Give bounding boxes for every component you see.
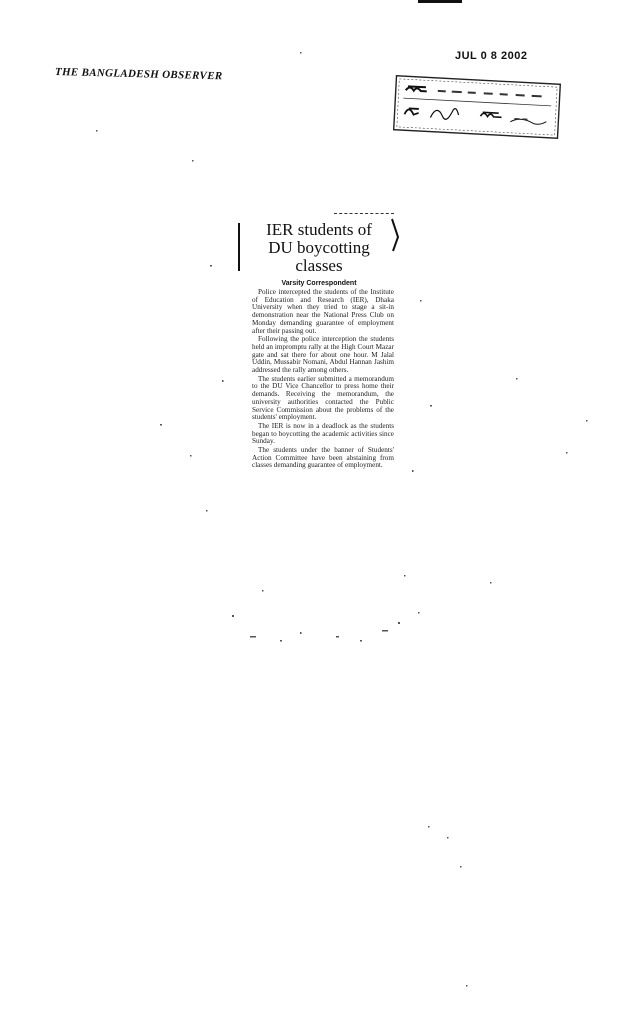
article-body [252, 289, 394, 470]
seal-stamp-graphic [392, 74, 563, 141]
headline-line-3: classes [295, 256, 343, 275]
clipping-top-rule [334, 213, 394, 214]
newspaper-masthead: THE BANGLADESH OBSERVER [54, 66, 223, 83]
article-paragraph: The students earlier submitted a memorandum to the DU Vice Chancellor to press home their demands. Receiving the memorandum, the university authorities contacted the Public Service Commission about the problems of the students' employment. [252, 374, 394, 422]
date-stamp: JUL 0 8 2002 [455, 50, 528, 62]
headline-line-1: IER students of [266, 220, 372, 239]
article-byline: Varsity Correspondent [281, 280, 357, 287]
article-paragraph: Following the police interception the students held an impromptu rally at the High Court Mazar gate and sat there for about one hour. M Jalal Uddin, Mussabir Nomani, Abdul Hannan Jashim addressed the rally among others. [252, 335, 394, 375]
headline-line-2: DU boycotting [268, 238, 370, 257]
article-paragraph: The IER is now in a deadlock as the students began to boycotting the academic activities since Sunday. [252, 421, 394, 446]
news-clipping [238, 213, 400, 471]
clipping-right-scribble [390, 217, 400, 253]
top-edge-mark [418, 0, 462, 3]
article-paragraph: The students under the banner of Students' Action Committee have been abstaining from classes demanding guarantee of employment. [252, 446, 394, 470]
clipping-left-bracket [238, 223, 244, 271]
article-headline [238, 221, 400, 275]
article-paragraph: Police intercepted the students of the Institute of Education and Research (IER), Dhaka University when they tried to stage a sit-in demonstration near the National Press Club on Monday demanding guarantee of employment after their passing out. [252, 288, 394, 335]
library-seal-stamp [392, 74, 563, 141]
